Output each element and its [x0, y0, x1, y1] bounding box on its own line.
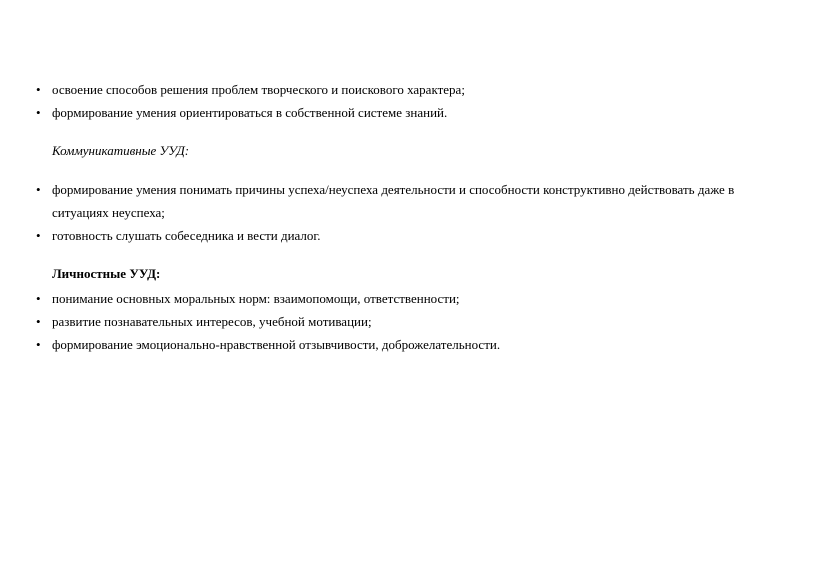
bullet-icon: •	[36, 105, 41, 120]
list-item	[0, 333, 813, 356]
bullet-list-communicative	[0, 178, 813, 247]
list-item	[0, 78, 813, 101]
list-item-text: формирование умения ориентироваться в собственной системе знаний.	[52, 105, 448, 120]
bullet-list-personal	[0, 287, 813, 356]
list-item	[0, 310, 813, 333]
bullet-icon: •	[36, 228, 41, 243]
heading-communicative: Коммуникативные УУД:	[52, 143, 190, 158]
list-item-text: готовность слушать собеседника и вести диалог.	[52, 228, 321, 243]
bullet-icon: •	[36, 182, 41, 197]
bullet-icon: •	[36, 314, 41, 329]
bullet-list-cognitive	[0, 78, 813, 124]
bullet-icon: •	[36, 291, 41, 306]
list-item-text: формирование эмоционально-нравственной отзывчивости, доброжелательности.	[52, 337, 501, 352]
list-item-text: освоение способов решения проблем творческого и поискового характера;	[52, 82, 465, 97]
bullet-icon: •	[36, 82, 41, 97]
list-item-text: понимание основных моральных норм: взаимопомощи, ответственности;	[52, 291, 460, 306]
list-item	[0, 224, 813, 247]
list-item-text: формирование умения понимать причины успеха/неуспеха деятельности и способности конструктивно действовать даже в ситуациях неуспеха;	[52, 182, 735, 220]
list-item	[0, 287, 813, 310]
heading-personal: Личностные УУД:	[52, 266, 161, 281]
bullet-icon: •	[36, 337, 41, 352]
list-item	[0, 101, 813, 124]
list-item	[0, 178, 813, 224]
list-item-text: развитие познавательных интересов, учебной мотивации;	[52, 314, 372, 329]
